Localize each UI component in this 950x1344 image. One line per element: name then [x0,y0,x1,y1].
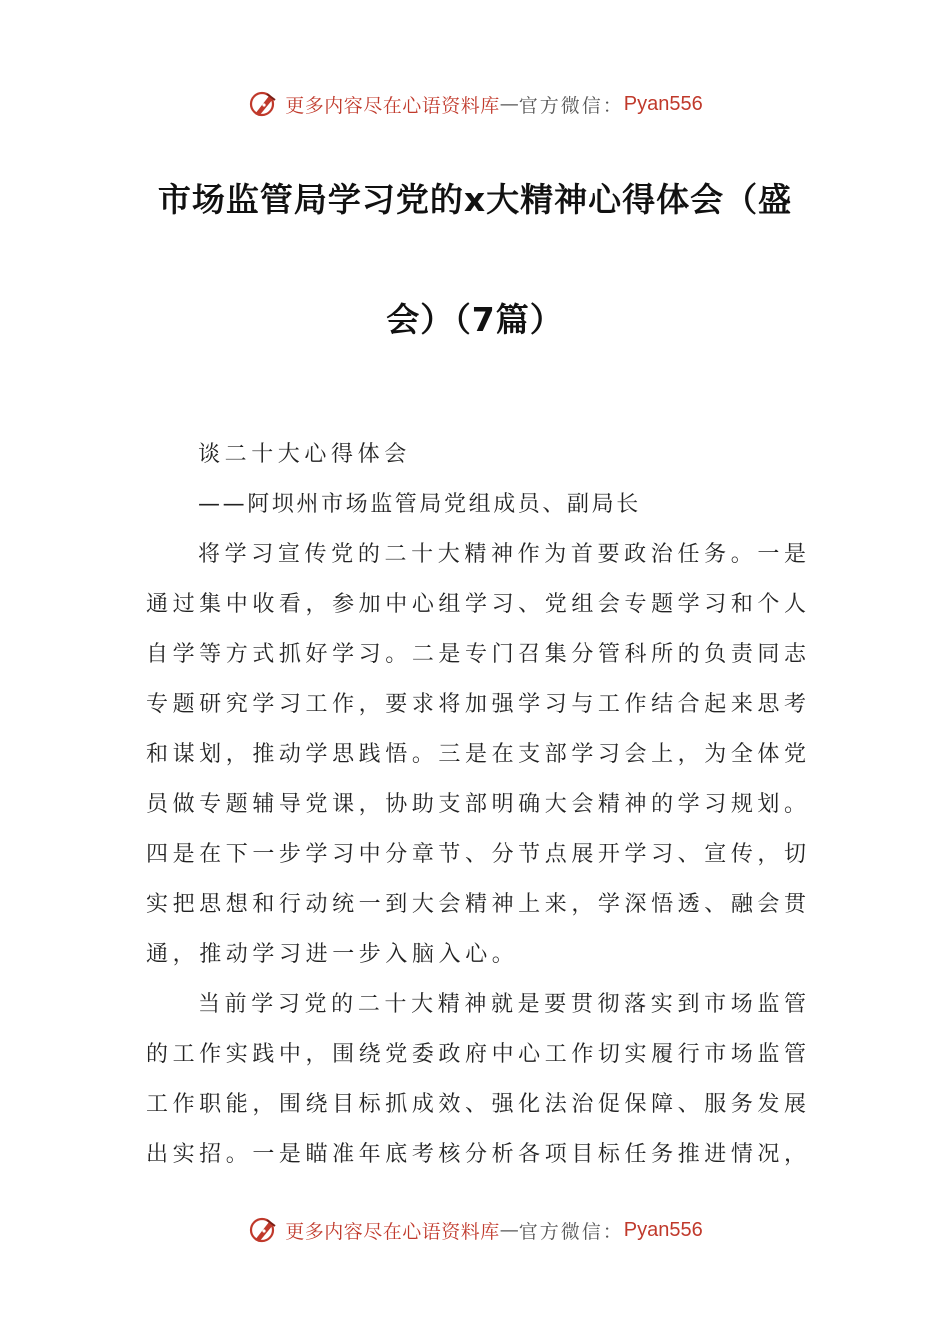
watermark-wechat-id: Pyan556 [623,1218,703,1241]
paragraph-1-line: 通过集中收看，参加中心组学习、党组会专题学习和个人 [146,592,806,617]
pen-nib-circle-icon [247,88,279,120]
paragraph-2-line: 工作职能，围绕目标抓成效、强化法治促保障、服务发展 [146,1092,806,1117]
page-title-line-1: 市场监管局学习党的x大精神心得体会（盛 [157,180,793,219]
subtitle: 谈二十大心得体会 [198,442,411,467]
watermark-red-text: 更多内容尽在心语资料库 [285,94,500,117]
paragraph-2-line: 当前学习党的二十大精神就是要贯彻落实到市场监管 [198,992,806,1017]
paragraph-1-line: 四是在下一步学习中分章节、分节点展开学习、宣传，切 [146,842,806,867]
paragraph-2-line: 的工作实践中，围绕党委政府中心工作切实履行市场监管 [146,1042,806,1067]
paragraph-1-line: 实把思想和行动统一到大会精神上来，学深悟透、融会贯 [146,892,806,917]
paragraph-1-line: 通，推动学习进一步入脑入心。 [146,942,519,967]
watermark-grey-text: 官方微信： [518,94,624,117]
paragraph-1-line: 将学习宣传党的二十大精神作为首要政治任务。一是 [198,542,806,567]
watermark-grey-text: 官方微信： [518,1220,624,1243]
watermark-red-text: 更多内容尽在心语资料库 [285,1220,500,1243]
author-line: ——阿坝州市场监管局党组成员、副局长 [198,492,641,517]
header-watermark [0,84,950,124]
watermark-wechat-id: Pyan556 [623,92,703,115]
paragraph-1-line: 自学等方式抓好学习。二是专门召集分管科所的负责同志 [146,642,806,667]
footer-watermark [0,1210,950,1250]
paragraph-1-line: 专题研究学习工作，要求将加强学习与工作结合起来思考 [146,692,806,717]
page-title-line-2: 会）（7篇） [386,300,564,339]
paragraph-2-line: 出实招。一是瞄准年底考核分析各项目标任务推进情况， [146,1142,806,1167]
pen-nib-circle-icon [247,1214,279,1246]
watermark-dash: — [499,1219,519,1241]
paragraph-1-line: 和谋划，推动学思践悟。三是在支部学习会上，为全体党 [146,742,806,767]
watermark-dash: — [499,93,519,115]
paragraph-1-line: 员做专题辅导党课，协助支部明确大会精神的学习规划。 [146,792,806,817]
